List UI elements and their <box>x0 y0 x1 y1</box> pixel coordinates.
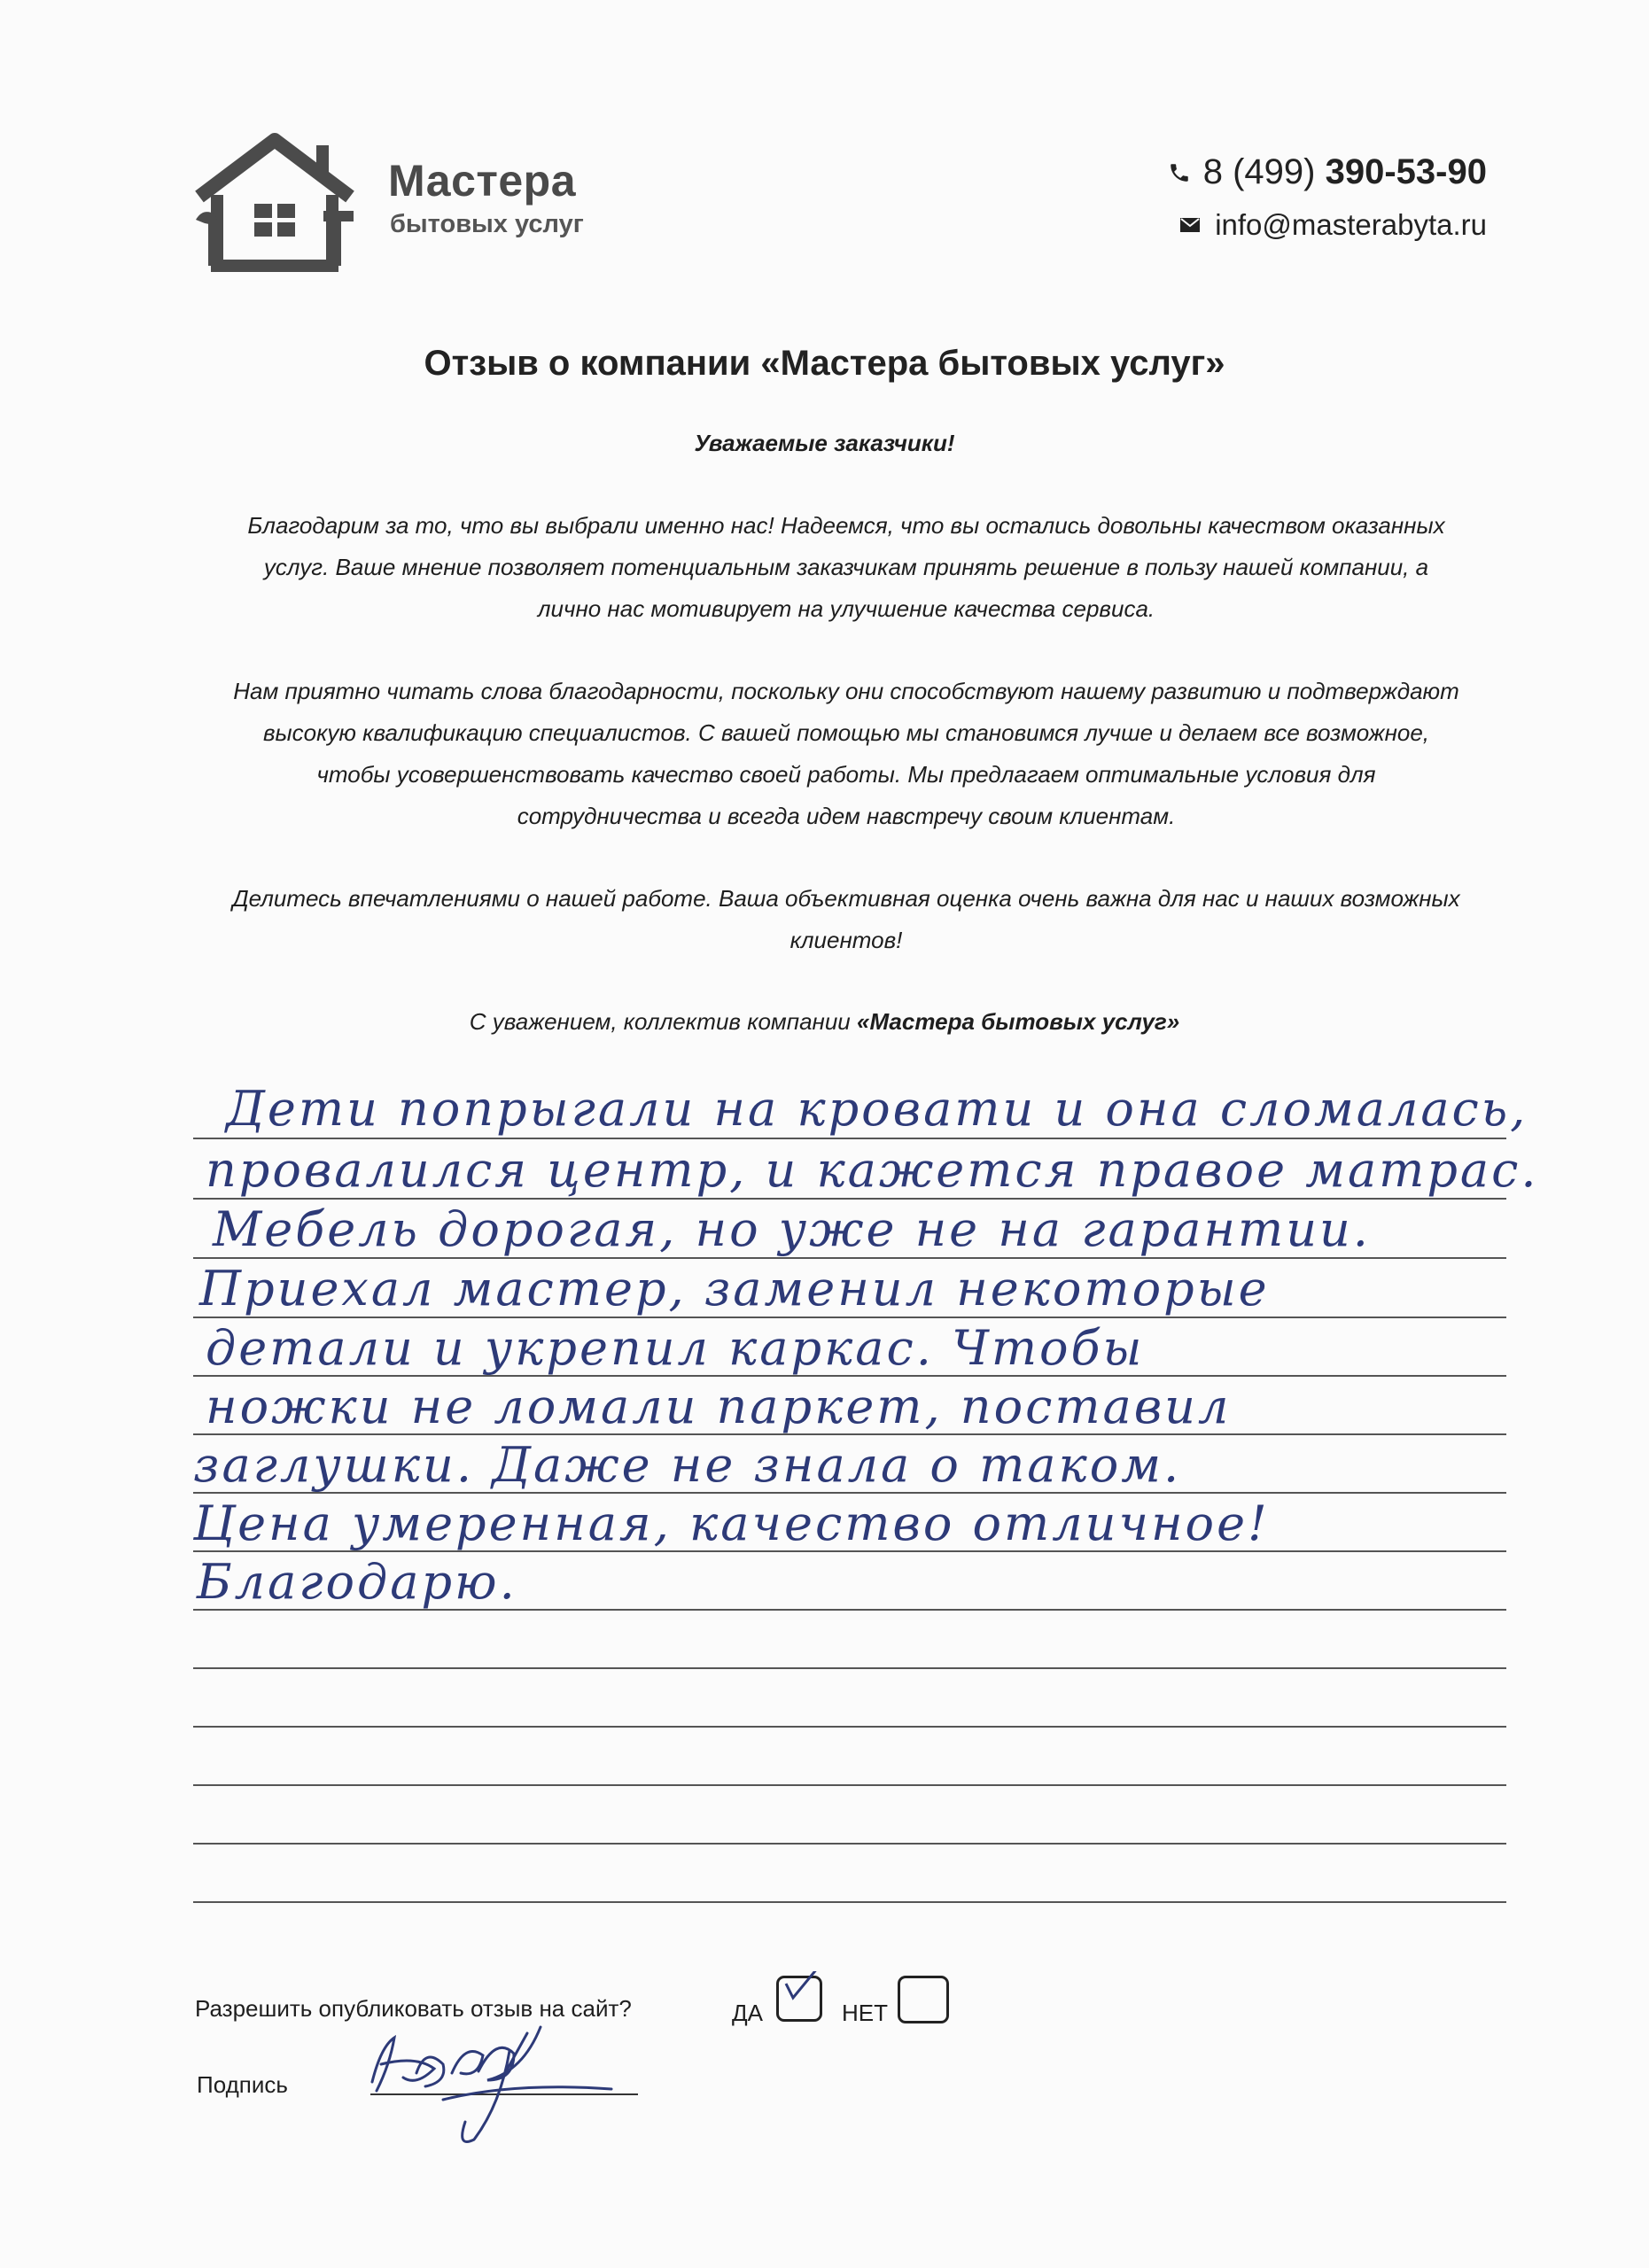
no-checkbox[interactable] <box>898 1976 949 2023</box>
paragraph-line: клиентов! <box>789 927 903 953</box>
ruled-lines <box>193 0 1506 1949</box>
no-label: НЕТ <box>842 2000 888 2026</box>
paragraph-line: лично нас мотивирует на улучшение качества сервиса. <box>537 595 1155 622</box>
yes-checkbox[interactable] <box>776 1976 822 2022</box>
email-address: info@masterabyta.ru <box>1215 208 1487 241</box>
paragraph-line: высокую квалификацию специалистов. С вашей помощью мы становимся лучше и делаем все возможное, <box>262 719 1430 746</box>
handwritten-signature <box>354 1967 620 2153</box>
paragraph-line: Благодарим за то, что вы выбрали именно нас! Надеемся, что вы остались довольны качеством оказанных <box>247 512 1445 539</box>
brand-name: Мастера <box>388 156 577 206</box>
paragraph-line: чтобы усовершенствовать качество своей работы. Мы предлагаем оптимальные условия для <box>316 761 1376 788</box>
paragraph-line: сотрудничества и всегда идем навстречу своим клиентам. <box>517 803 1176 829</box>
regards-text: С уважением, коллектив компании <box>469 1008 857 1035</box>
review-line: Цена умеренная, качество отличное! <box>193 1495 1270 1551</box>
regards-company: «Мастера бытовых услуг» <box>856 1008 1180 1035</box>
review-line: ножки не ломали паркет, поставил <box>206 1379 1232 1434</box>
review-line: Мебель дорогая, но уже не на гарантии. <box>213 1201 1371 1257</box>
phone-number: 390-53-90 <box>1325 152 1487 191</box>
publish-question: Разрешить опубликовать отзыв на сайт? <box>195 1995 632 2022</box>
signature-label: Подпись <box>197 2071 288 2098</box>
page-title: Отзыв о компании «Мастера бытовых услуг» <box>424 344 1225 383</box>
paragraph-line: услуг. Ваше мнение позволяет потенциальным заказчикам принять решение в пользу нашей компании, а <box>263 554 1429 580</box>
brand-subtitle: бытовых услуг <box>390 210 584 238</box>
check-mark-icon <box>779 1971 820 2012</box>
review-line: Дети попрыгали на кровати и она сломалась, <box>226 1081 1528 1137</box>
review-line: Приехал мастер, заменил некоторые <box>199 1261 1270 1317</box>
review-line: детали и укрепил каркас. Чтобы <box>206 1320 1145 1376</box>
paragraph-line: Нам приятно читать слова благодарности, поскольку они способствуют нашему развитию и подтверждают <box>233 678 1459 704</box>
paragraph-line: Делитесь впечатлениями о нашей работе. Ваша объективная оценка очень важна для нас и наших возможных <box>232 885 1460 912</box>
yes-label: ДА <box>732 2000 763 2026</box>
greeting: Уважаемые заказчики! <box>694 430 955 456</box>
review-line: заглушки. Даже не знала о таком. <box>193 1437 1182 1493</box>
review-line: Благодарю. <box>197 1554 517 1610</box>
phone-prefix: 8 (499) <box>1202 152 1316 191</box>
review-line: провалился центр, и кажется правое матрас. <box>206 1142 1539 1198</box>
